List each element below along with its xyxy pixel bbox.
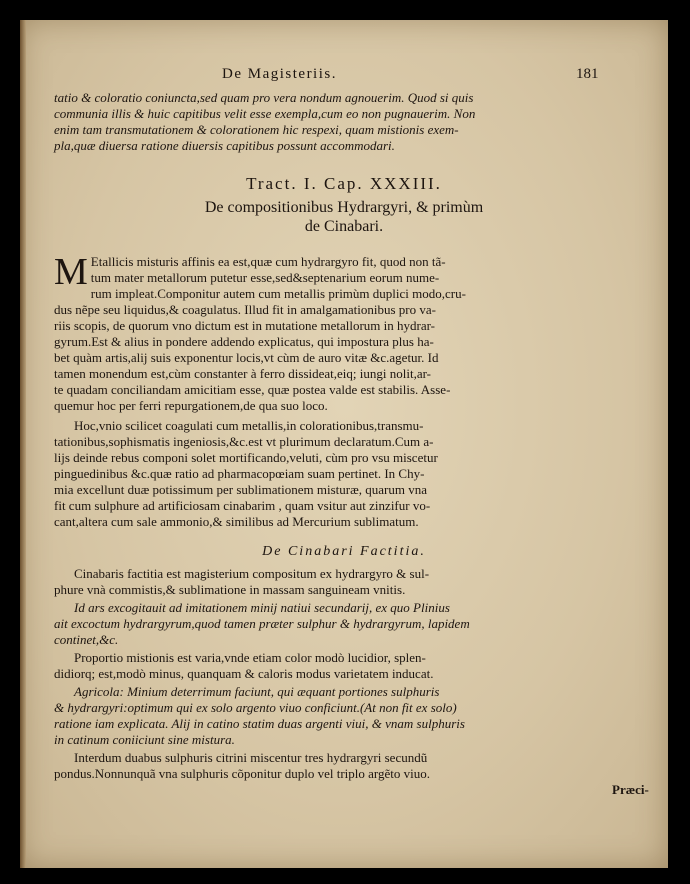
quote-agricola <box>54 684 652 748</box>
text-line: ratione iam explicata. Alij in catino statim duas argenti viui, & vnam sulphuris <box>54 716 465 731</box>
text-line: didiorq; est,modò minus, quanquam & caloris modus varietatem inducat. <box>54 666 434 681</box>
intro-line: tatio & coloratio coniuncta,sed quam pro vera nondum agnouerim. Quod si quis <box>54 90 474 105</box>
text-line: Hoc,vnio scilicet coagulati cum metallis,in colorationibus,transmu- <box>74 418 424 433</box>
text-line: Proportio mistionis est varia,vnde etiam color modò lucidior, splen- <box>74 650 426 665</box>
text-line: te quadam conciliandam amicitiam esse, quæ postea valde est stabilis. Asse- <box>54 382 451 397</box>
quote-pliny <box>54 600 652 648</box>
drop-cap: M <box>54 251 88 293</box>
text-line: Agricola: Minium deterrimum faciunt, qui æquant portiones sulphuris <box>74 684 440 699</box>
text-line: tamen monendum est,cùm constanter à ferro dissideat,eiq; iungi nolit,ar- <box>54 366 431 381</box>
text-line: dus nẽpe seu liquidus,& coagulatus. Illud fit in amalgamationibus pro va- <box>54 302 436 317</box>
chapter-heading: Tract. I. Cap. XXXIII. <box>246 174 442 193</box>
text-line: & hydrargyri:optimum qui ex solo argento viuo conficiunt.(At non fit ex solo) <box>54 700 457 715</box>
book-page <box>20 20 668 868</box>
intro-line: communia illis & huic capitibus velit esse exempla,cum eo non pugnauerim. Non <box>54 106 476 121</box>
text-line: lijs deinde rebus componi solet mortificando,veluti, cùm pro vsu miscetur <box>54 450 438 465</box>
text-line: Id ars excogitauit ad imitationem minij natiui secundarij, ex quo Plinius <box>74 600 450 615</box>
text-line: quemur hoc per ferri repurgationem,de qua suo loco. <box>54 398 328 413</box>
intro-paragraph <box>54 90 652 154</box>
text-line: ait excoctum hydrargyrum,quod tamen præter sulphur & hydrargyrum, lapidem <box>54 616 470 631</box>
section-heading: De Cinabari Factitia. <box>262 544 426 559</box>
paragraph-6 <box>54 750 652 782</box>
text-line: riis scopis, de quorum vno dictum est in mutatione metallorum in hydrar- <box>54 318 436 333</box>
text-line: continet,&c. <box>54 632 119 647</box>
chapter-title-line: de Cinabari. <box>304 218 384 235</box>
text-line: gyrum.Est & alius in pondere addendo explicatus, qui impostura plus ha- <box>54 334 434 349</box>
text-line: cant,altera cum sale ammonio,& similibus ad Mercurium sublimatum. <box>54 514 419 529</box>
page-number: 181 <box>576 66 599 82</box>
intro-line: pla,quæ diuersa ratione diuersis capitibus possunt accommodari. <box>54 138 395 153</box>
text-line: mia excellunt duæ potissimum per sublimationem misturæ, quarum vna <box>54 482 427 497</box>
chapter-title <box>20 198 668 236</box>
paragraph-1 <box>54 251 652 414</box>
text-line: phure vnà commistis,& sublimatione in massam sanguineam vnitis. <box>54 582 406 597</box>
text-line: pondus.Nonnunquã vna sulphuris cõponitur duplo vel triplo argẽto viuo. <box>54 766 430 781</box>
chapter-title-line: De compositionibus Hydrargyri, & primùm <box>204 199 484 216</box>
paragraph-4 <box>54 650 652 682</box>
text-line: Etallicis misturis affinis ea est,quæ cum hydrargyro fit, quod non tã- <box>90 254 446 269</box>
catchword: Præci- <box>612 782 649 797</box>
running-title: De Magisteriis. <box>222 66 337 82</box>
text-line: in catinum coniiciunt sine mistura. <box>54 732 235 747</box>
intro-line: enim tam transmutationem & colorationem hic respexi, quam mistionis exem- <box>54 122 459 137</box>
text-line: fit cum sulphure ad artificiosam cinabarim , quam vsitur aut zinzifur vo- <box>54 498 431 513</box>
text-line: bet quàm artis,alij suis exponentur locis,vt cùm de auro vitæ &c.agetur. Id <box>54 350 439 365</box>
paragraph-2 <box>54 418 652 530</box>
text-line: Interdum duabus sulphuris citrini miscentur tres hydrargyri secundũ <box>74 750 428 765</box>
page-edge-shadow <box>20 20 26 868</box>
paragraph-3 <box>54 566 652 598</box>
text-line: tationibus,sophismatis ingeniosis,&c.est vt plurimum declaratum.Cum a- <box>54 434 434 449</box>
text-line: pinguedinibus &c.quæ ratio ad pharmacopœiam suam pertinet. In Chy- <box>54 466 425 481</box>
text-line: Cinabaris factitia est magisterium compositum ex hydrargyro & sul- <box>74 566 430 581</box>
text-line: rum impleat.Componitur autem cum metallis primùm duplici modo,cru- <box>90 286 466 301</box>
text-line: tum mater metallorum putetur esse,sed&septenarium eorum nume- <box>90 270 440 285</box>
